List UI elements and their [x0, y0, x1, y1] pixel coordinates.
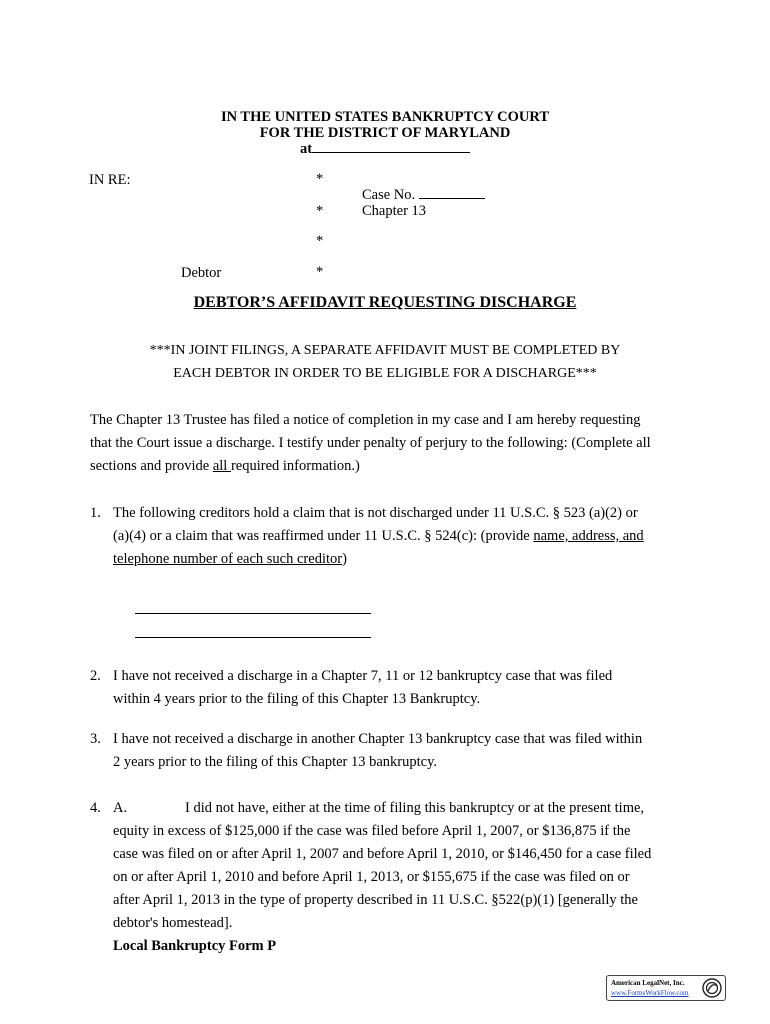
item1-line3-emphasis: telephone number of each such creditor: [113, 551, 343, 567]
item3-line2: 2 years prior to the filing of this Chapter 13 bankruptcy.: [113, 754, 438, 770]
intro-line3-end: required information.): [230, 458, 360, 474]
court-name-line2: FOR THE DISTRICT OF MARYLAND: [259, 125, 511, 141]
location-blank[interactable]: [312, 152, 470, 153]
intro-line1: The Chapter 13 Trustee has filed a notice of completion in my case and I am hereby requesting: [90, 412, 641, 428]
item1-line2-emphasis: name, address, and: [533, 528, 644, 544]
debtor-label: Debtor: [181, 265, 222, 281]
joint-filing-notice-line1: ***IN JOINT FILINGS, A SEPARATE AFFIDAVIT MUST BE COMPLETED BY: [149, 343, 621, 358]
footer-url-link[interactable]: www.FormsWorkFlow.com: [611, 989, 689, 997]
case-no-label: Case No.: [362, 187, 416, 203]
item1-line3: [113, 551, 347, 568]
item1-line1: The following creditors hold a claim that is not discharged under 11 U.S.C. § 523 (a)(2) or: [113, 505, 638, 521]
caption-asterisk: *: [316, 203, 324, 219]
case-number-blank[interactable]: [419, 198, 485, 199]
footer-company-name: American LegalNet, Inc.: [611, 979, 685, 987]
caption-asterisk: *: [316, 264, 324, 280]
item2-line1: I have not received a discharge in a Chapter 7, 11 or 12 bankruptcy case that was filed: [113, 668, 613, 684]
item1-line2-text: (a)(4) or a claim that was reaffirmed under 11 U.S.C. § 524(c): (provide: [113, 528, 534, 544]
item2-number: 2.: [90, 668, 101, 684]
footer-badge[interactable]: [606, 975, 726, 1001]
document-title: DEBTOR’S AFFIDAVIT REQUESTING DISCHARGE: [193, 294, 577, 311]
item4a-checkbox[interactable]: [138, 802, 152, 815]
item4-subsection: A.: [113, 800, 128, 816]
item1-line3-end: ): [342, 551, 347, 567]
case-number-line: [362, 187, 485, 204]
item4-line3: case was filed on or after April 1, 2007 and before April 1, 2010, or $146,450 for a case filed: [113, 846, 652, 862]
item4-line4: on or after April 1, 2010 and before April 1, 2013, or $155,675 if the case was filed on or: [113, 869, 630, 885]
intro-line3: [90, 458, 360, 475]
creditor-entry-line-1[interactable]: [135, 613, 371, 614]
item4-line2: equity in excess of $125,000 if the case was filed before April 1, 2007, or $136,875 if the: [113, 823, 631, 839]
intro-line3-text: sections and provide: [90, 458, 213, 474]
court-location-line: [0, 141, 770, 158]
item1-line2: [113, 528, 644, 545]
chapter-label: Chapter 13: [362, 203, 427, 219]
caption-asterisk: *: [316, 171, 324, 187]
creditor-entry-line-2[interactable]: [135, 637, 371, 638]
item4-line1: I did not have, either at the time of filing this bankruptcy or at the present time,: [185, 800, 645, 816]
item4-line5: after April 1, 2013 in the type of property described in 11 U.S.C. §522(p)(1) [generally the: [113, 892, 638, 908]
in-re-label: IN RE:: [89, 172, 131, 188]
joint-filing-notice-line2: EACH DEBTOR IN ORDER TO BE ELIGIBLE FOR A DISCHARGE***: [173, 366, 597, 381]
item4-line6: debtor's homestead].: [113, 915, 233, 931]
court-name-line1: IN THE UNITED STATES BANKRUPTCY COURT: [220, 109, 550, 125]
intro-line2: that the Court issue a discharge. I testify under penalty of perjury to the following: (Complete all: [90, 435, 651, 451]
item1-number: 1.: [90, 505, 101, 521]
form-label: Local Bankruptcy Form P: [113, 938, 277, 954]
item4-number: 4.: [90, 800, 101, 816]
caption-asterisk: *: [316, 233, 324, 249]
legalnet-logo-icon: [702, 978, 722, 998]
at-label: at: [299, 141, 313, 157]
item2-line2: within 4 years prior to the filing of this Chapter 13 Bankruptcy.: [113, 691, 481, 707]
item3-number: 3.: [90, 731, 101, 747]
item3-line1: I have not received a discharge in another Chapter 13 bankruptcy case that was filed within: [113, 731, 643, 747]
intro-emphasis-all: all: [212, 458, 231, 474]
